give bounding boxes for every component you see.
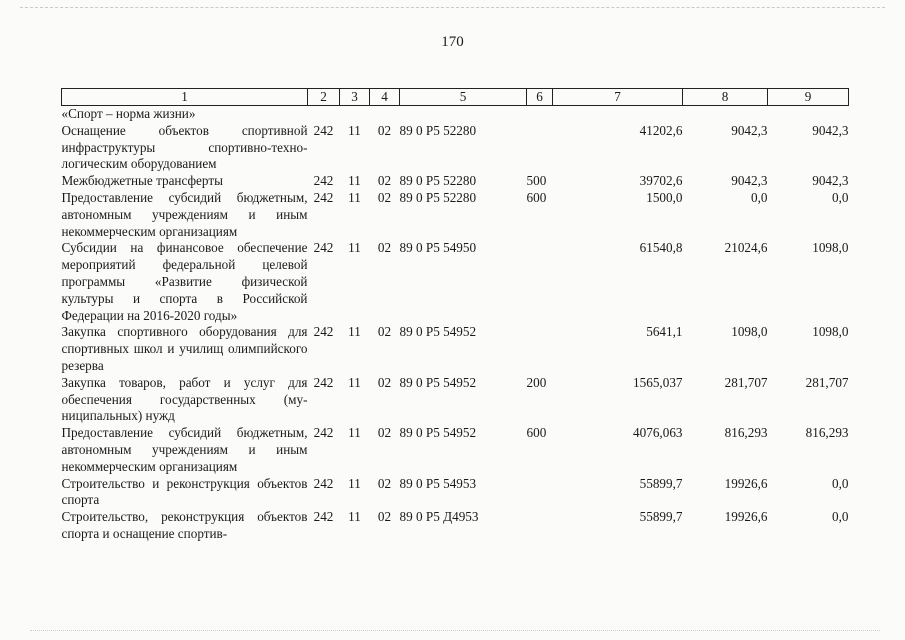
scan-edge-bottom	[30, 630, 880, 631]
row-code-2	[308, 106, 340, 123]
row-code-2: 242	[313, 374, 334, 390]
row-value-8: 19926,6	[724, 509, 768, 525]
table-body	[62, 106, 849, 543]
row-code-4: 02	[377, 475, 392, 491]
row-value-7: 5641,1	[646, 324, 683, 340]
row-code-5: 89 0 P5 Д4953	[399, 509, 479, 525]
row-code-2: 242	[313, 475, 334, 491]
row-code-5: 89 0 P5 54950	[399, 240, 477, 256]
row-value-7: 4076,063	[633, 425, 683, 441]
row-code-6	[527, 240, 553, 324]
row-code-3: 11	[348, 425, 361, 441]
row-code-2: 242	[313, 173, 334, 189]
header-row	[62, 89, 849, 106]
row-code-5	[400, 106, 527, 123]
row-code-3: 11	[348, 475, 361, 491]
row-description: Межбюджетные трансферты	[61, 173, 223, 189]
row-value-8: 281,707	[724, 374, 768, 390]
row-code-3: 11	[348, 189, 361, 205]
col-header-8: 8	[683, 89, 768, 106]
table-row	[62, 425, 849, 475]
row-value-7	[553, 106, 683, 123]
row-code-4: 02	[377, 173, 392, 189]
page-number: 170	[441, 34, 464, 50]
row-code-2: 242	[313, 240, 334, 256]
row-value-8: 9042,3	[731, 122, 768, 138]
row-code-3: 11	[348, 122, 361, 138]
row-description: Предоставление субсидий бюджетным, автономным учреждениям и иным некоммерческим организациям	[61, 425, 308, 474]
row-value-9: 281,707	[805, 374, 849, 390]
row-code-6	[527, 106, 553, 123]
table-row	[62, 509, 849, 543]
table-row	[62, 240, 849, 324]
col-header-1: 1	[62, 89, 308, 106]
row-description: Закупка товаров, работ и услуг для обеспечения государственных (муниципальных) нужд	[61, 374, 308, 424]
row-code-2: 242	[313, 189, 334, 205]
row-value-9: 1098,0	[812, 240, 849, 256]
row-code-3: 11	[348, 509, 361, 525]
row-code-5: 89 0 P5 52280	[399, 189, 477, 205]
col-header-2: 2	[308, 89, 340, 106]
row-value-9: 816,293	[805, 425, 849, 441]
row-code-3: 11	[348, 240, 361, 256]
row-code-2: 242	[313, 425, 334, 441]
row-code-4: 02	[377, 240, 392, 256]
row-value-8	[683, 106, 768, 123]
table-row	[62, 106, 849, 123]
row-value-8: 19926,6	[724, 475, 768, 491]
row-code-6	[527, 476, 553, 510]
row-description: Закупка спортивного оборудования для спортивных школ и училищ олимпийского резерва	[61, 324, 308, 373]
table-row	[62, 476, 849, 510]
row-code-5: 89 0 P5 54952	[399, 425, 477, 441]
row-code-6: 200	[526, 374, 547, 390]
scan-edge-top	[20, 7, 885, 8]
row-code-6	[527, 123, 553, 173]
row-code-4: 02	[377, 374, 392, 390]
row-value-7: 61540,8	[639, 240, 683, 256]
row-code-5: 89 0 P5 54952	[399, 324, 477, 340]
row-code-4: 02	[377, 425, 392, 441]
row-value-9: 0,0	[832, 475, 849, 491]
row-code-6	[527, 509, 553, 543]
row-code-5: 89 0 P5 54953	[399, 475, 477, 491]
row-code-6: 600	[526, 425, 547, 441]
budget-table	[61, 88, 849, 543]
row-value-7: 55899,7	[639, 509, 683, 525]
row-code-2: 242	[313, 324, 334, 340]
row-value-9	[768, 106, 849, 123]
row-value-9: 0,0	[832, 189, 849, 205]
row-description: Субсидии на финансовое обеспечение мероприятий федеральной целевой программы «Развитие физической культуры и спорта в Российской Федерации на 2016-2020 годы»	[61, 240, 308, 323]
row-value-8: 816,293	[724, 425, 768, 441]
row-value-7: 1565,037	[633, 374, 683, 390]
col-header-4: 4	[370, 89, 400, 106]
row-description: Оснащение объектов спортивной инфраструктуры спортивно-технологическим оборудованием	[61, 122, 308, 172]
row-description: Строительство, реконструкция объектов спорта и оснащение спортив-	[61, 509, 308, 541]
row-code-4: 02	[377, 122, 392, 138]
row-value-7: 39702,6	[639, 173, 683, 189]
row-code-5: 89 0 P5 54952	[399, 374, 477, 390]
row-code-6: 600	[526, 189, 547, 205]
table-row	[62, 375, 849, 425]
row-description: «Спорт – норма жизни»	[61, 106, 196, 121]
row-code-3: 11	[348, 374, 361, 390]
col-header-6: 6	[527, 89, 553, 106]
row-code-3: 11	[348, 173, 361, 189]
row-code-5: 89 0 P5 52280	[399, 173, 477, 189]
row-description: Предоставление субсидий бюджетным, автономным учреждениям и иным некоммерческим организациям	[61, 189, 308, 239]
row-code-4: 02	[377, 509, 392, 525]
row-code-6	[527, 324, 553, 374]
row-code-2: 242	[313, 509, 334, 525]
row-value-8: 21024,6	[724, 240, 768, 256]
col-header-7: 7	[553, 89, 683, 106]
table-row	[62, 324, 849, 374]
row-value-9: 9042,3	[812, 122, 849, 138]
row-value-8: 9042,3	[731, 173, 768, 189]
row-code-4: 02	[377, 189, 392, 205]
row-description: Строительство и реконструкция объектов спорта	[61, 475, 308, 508]
row-code-3	[340, 106, 370, 123]
row-value-7: 41202,6	[639, 122, 683, 138]
row-code-3: 11	[348, 324, 361, 340]
row-code-5: 89 0 P5 52280	[399, 122, 477, 138]
row-code-2: 242	[313, 122, 334, 138]
table-row	[62, 190, 849, 240]
col-header-5: 5	[400, 89, 527, 106]
table-row	[62, 173, 849, 190]
row-value-9: 1098,0	[812, 324, 849, 340]
row-value-8: 1098,0	[731, 324, 768, 340]
row-code-6: 500	[526, 173, 547, 189]
col-header-9: 9	[768, 89, 849, 106]
row-code-4: 02	[377, 324, 392, 340]
row-code-4	[370, 106, 400, 123]
row-value-9: 9042,3	[812, 173, 849, 189]
row-value-7: 1500,0	[646, 189, 683, 205]
row-value-8: 0,0	[751, 189, 768, 205]
table-row	[62, 123, 849, 173]
row-value-9: 0,0	[832, 509, 849, 525]
row-value-7: 55899,7	[639, 475, 683, 491]
col-header-3: 3	[340, 89, 370, 106]
